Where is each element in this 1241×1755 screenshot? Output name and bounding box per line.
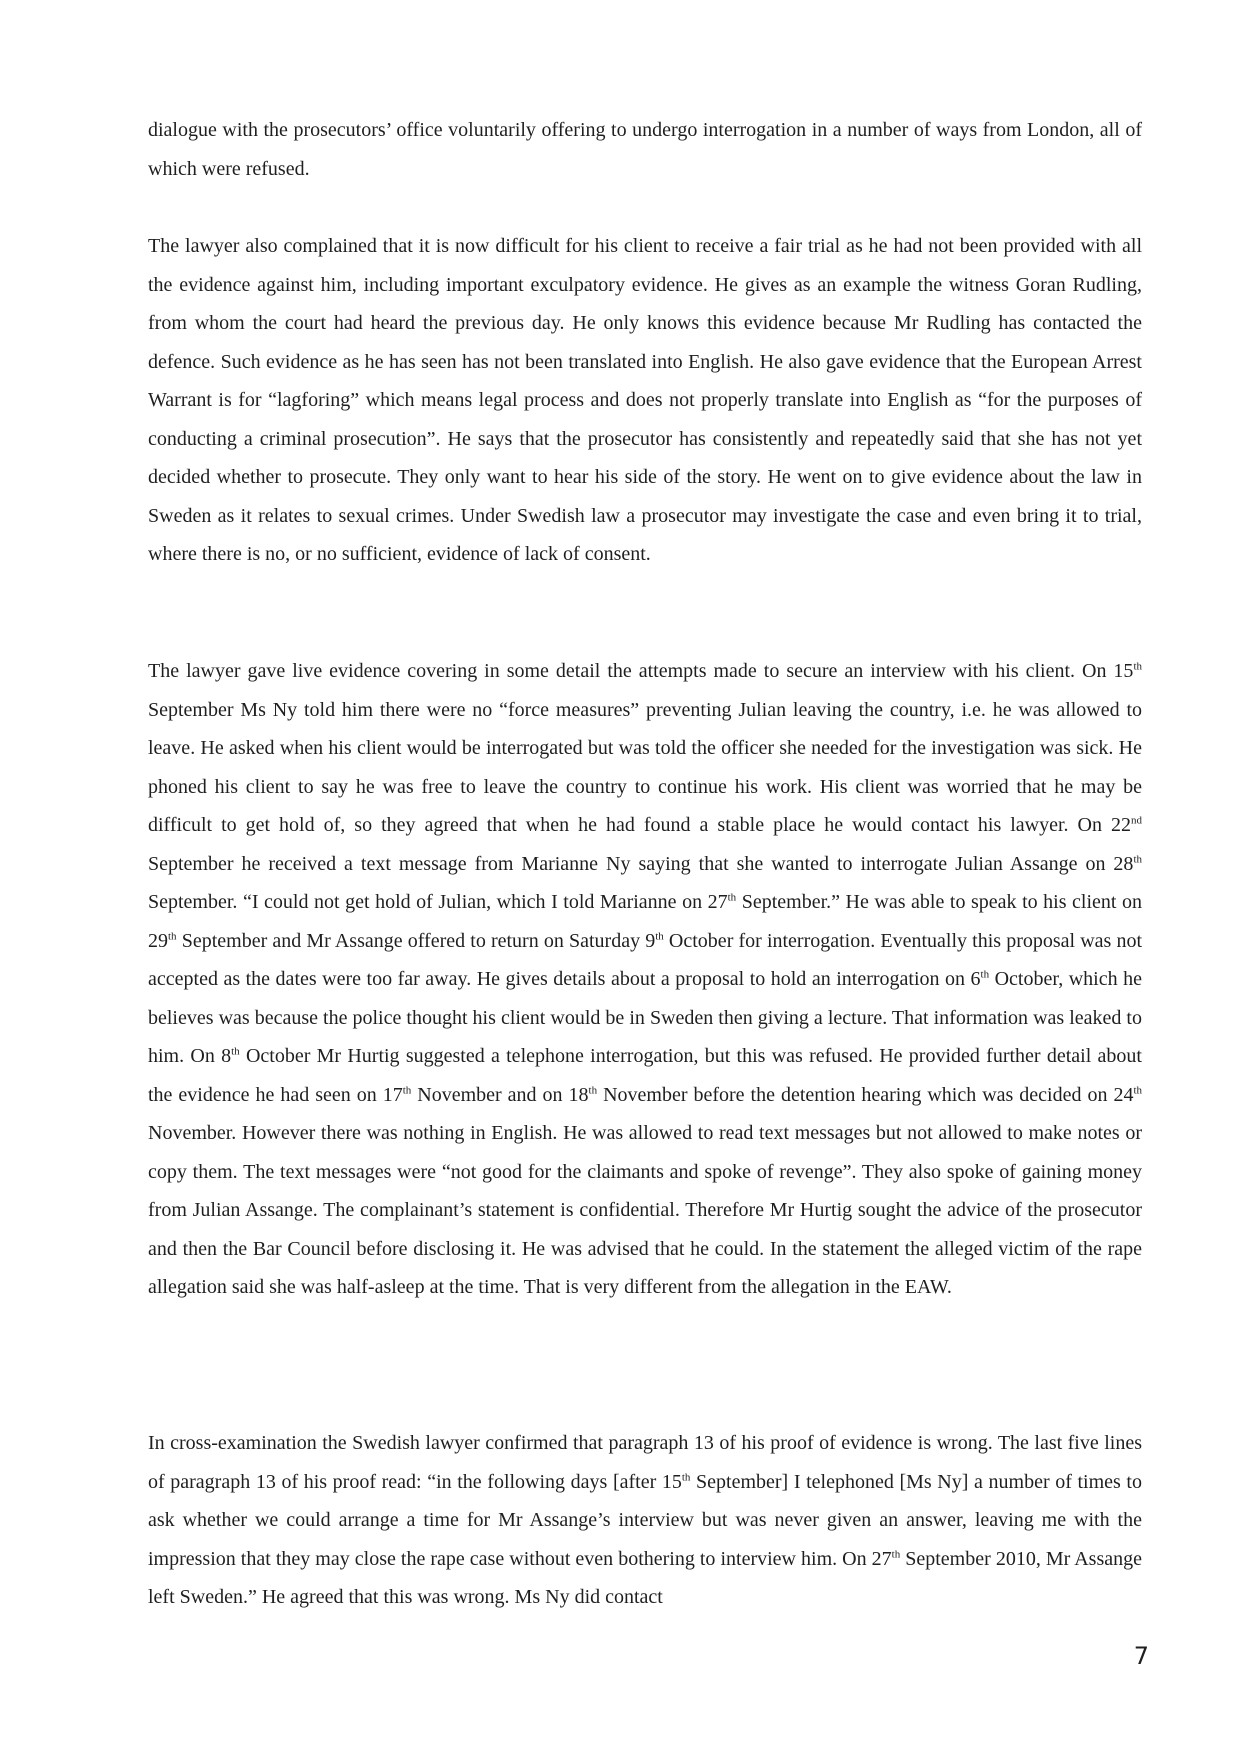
paragraph-1 [148, 111, 1142, 188]
paragraph-text: October for interrogation. Eventually this proposal was not accepted as the dates were too far away. He gives details about a proposal to hold an interrogation on 6 [148, 929, 1143, 990]
paragraph-text: September and Mr Assange offered to return on Saturday 9 [176, 929, 656, 952]
paragraph-text: September 2010, Mr Assange left Sweden.” He agreed that this was wrong. Ms Ny did contact [148, 1547, 1142, 1608]
paragraph-text: September. “I could not get hold of Julian, which I told Marianne on 27 [148, 891, 728, 913]
ordinal-suffix: th [168, 929, 177, 942]
ordinal-suffix: th [727, 891, 737, 904]
paragraph-text: October, which he believes was because the police thought his client would be in Sweden then giving a lecture. That information was leaked to him. On 8 [148, 968, 1142, 1067]
paragraph-text: dialogue with the prosecutors’ office voluntarily offering to undergo interrogation in a number of ways from London, all of which were refused. [148, 119, 1142, 180]
paragraph-text: November before the detention hearing which was decided on 24 [597, 1083, 1134, 1106]
paragraph-text: November. However there was nothing in English. He was allowed to read text messages but not allowed to make notes or copy them. The text messages were “not good for the claimants and spoke of revenge”. They also spoke of gaining money from Julian Assange. The complainant’s statement is confidential. Therefore Mr Hurtig sought the advice of the prosecutor and then the Bar Council before disclosing it. He was advised that he could. In the statement the alleged victim of the rape allegation said she was half-asleep at the time. That is very different from the allegation in the EAW. [148, 1122, 1142, 1298]
paragraph-2 [148, 227, 1142, 574]
ordinal-suffix: th [681, 1470, 691, 1483]
paragraph-text: September] I telephoned [Ms Ny] a number of times to ask whether we could arrange a time for Mr Assange’s interview but was never given an answer, leaving me with the impression that they may close the rape case without even bothering to interview him. On 27 [148, 1470, 1142, 1570]
paragraph-text: September Ms Ny told him there were no “force measures” preventing Julian leaving the country, i.e. he was allowed to leave. He asked when his client would be interrogated but was told the officer she needed for the investigation was sick. He phoned his client to say he was free to leave the country to continue his work. His client was worried that he may be difficult to get hold of, so they agreed that when he had found a stable place he would contact his lawyer. On 22 [148, 698, 1142, 836]
paragraph-text: The lawyer also complained that it is now difficult for his client to receive a fair trial as he had not been provided with all the evidence against him, including important exculpatory evidence. He gives as an example the witness Goran Rudling, from whom the court had heard the previous day. He only knows this evidence because Mr Rudling has contacted the defence. Such evidence as he has seen has not been translated into English. He also gave evidence that the European Arrest Warrant is for “lagforing” which means legal process and does not properly translate into English as “for the purposes of conducting a criminal prosecution”. He says that the prosecutor has consistently and repeatedly said that she has not yet decided whether to prosecute. They only want to hear his side of the story. He went on to give evidence about the law in Sweden as it relates to sexual crimes. Under Swedish law a prosecutor may investigate the case and even bring it to trial, where there is no, or no sufficient, evidence of lack of consent. [148, 235, 1142, 565]
ordinal-suffix: th [980, 968, 990, 981]
paragraph-text: The lawyer gave live evidence covering in some detail the attempts made to secure an interview with his client. On 15 [148, 660, 1134, 682]
paragraph-3 [148, 652, 1142, 1307]
ordinal-suffix: th [1133, 852, 1142, 865]
ordinal-suffix: th [1133, 660, 1142, 673]
ordinal-suffix: th [231, 1045, 240, 1058]
ordinal-suffix: th [891, 1547, 901, 1560]
paragraph-text: September he received a text message from Marianne Ny saying that she wanted to interrogate Julian Assange on 28 [148, 852, 1134, 875]
paragraph-text: In cross-examination the Swedish lawyer confirmed that paragraph 13 of his proof of evidence is wrong. The last five lines of paragraph 13 of his proof read: “in the following days [after 15 [148, 1432, 1142, 1493]
ordinal-suffix: th [402, 1083, 412, 1096]
paragraph-4 [148, 1424, 1142, 1617]
paragraph-text: September.” He was able to speak to his client on 29 [148, 891, 1142, 952]
ordinal-suffix: th [655, 929, 664, 942]
ordinal-suffix: th [588, 1083, 598, 1096]
paragraph-text: November and on 18 [411, 1083, 589, 1106]
ordinal-suffix: th [1133, 1083, 1143, 1096]
ordinal-suffix: nd [1131, 814, 1142, 827]
page-number: 7 [1133, 1642, 1149, 1670]
paragraph-text: October Mr Hurtig suggested a telephone interrogation, but this was refused. He provided further detail about the evidence he had seen on 17 [148, 1045, 1142, 1106]
